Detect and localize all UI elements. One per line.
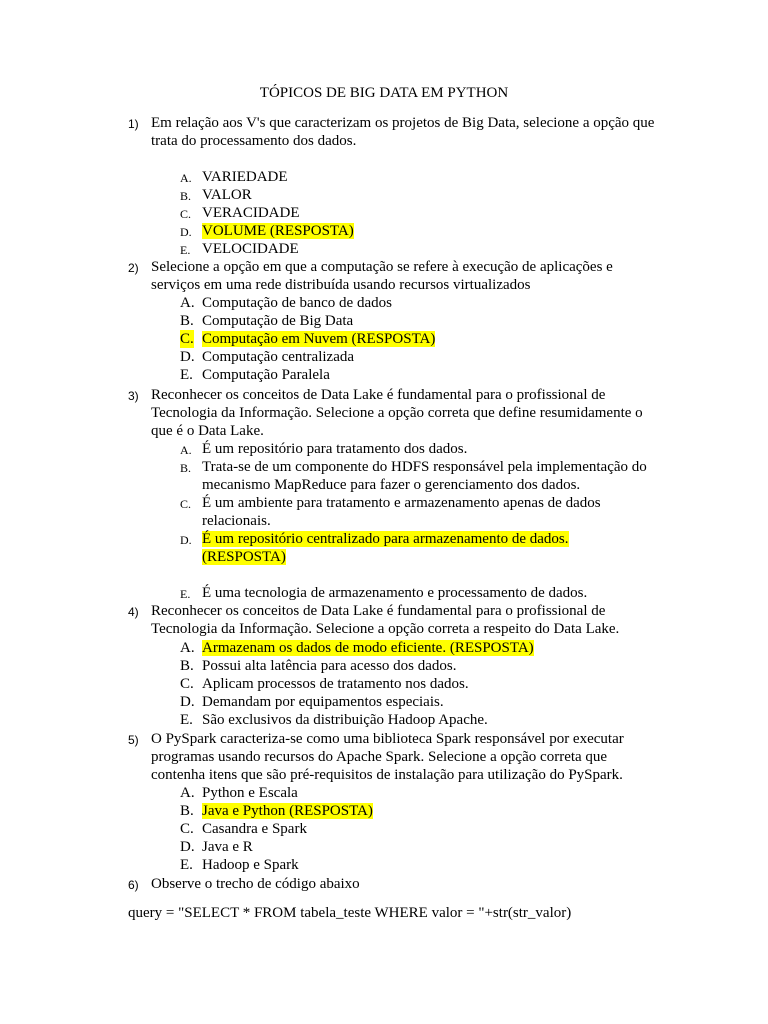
answer-highlight: Java e Python (RESPOSTA): [202, 803, 373, 819]
option-letter: D.: [180, 839, 195, 855]
option-1c: [180, 204, 650, 222]
question-6: [128, 875, 658, 893]
option-letter: C.: [180, 207, 192, 221]
option-letter: D.: [180, 225, 192, 239]
option-1a: [180, 168, 650, 186]
option-2c-answer: [180, 330, 650, 348]
option-4c: [180, 675, 650, 693]
option-text: Trata-se de um componente do HDFS responsável pela implementação do mecanismo MapReduce para fazer o gerenciamento dos dados.: [202, 459, 647, 493]
option-4b: [180, 657, 650, 675]
option-letter: A.: [180, 295, 195, 311]
option-letter: D.: [180, 349, 195, 365]
code-snippet: query = "SELECT * FROM tabela_teste WHERE valor = "+str(str_valor): [128, 905, 572, 921]
question-text: Reconhecer os conceitos de Data Lake é fundamental para o profissional de Tecnologia da Informação. Selecione a opção correta a respeito do Data Lake.: [151, 603, 620, 637]
option-3c: [180, 494, 650, 530]
option-text: VERACIDADE: [202, 205, 300, 221]
option-letter: A.: [180, 785, 195, 801]
option-letter: B.: [180, 189, 192, 203]
option-letter: B.: [180, 313, 194, 329]
option-5c: [180, 820, 650, 838]
question-number: 6): [128, 878, 139, 892]
option-letter: A.: [180, 171, 192, 185]
question-number: 5): [128, 733, 139, 747]
question-5: [128, 730, 658, 784]
option-3e: [180, 584, 650, 602]
option-5e: [180, 856, 650, 874]
question-1: [128, 114, 658, 150]
option-letter: E.: [180, 243, 191, 257]
option-2a: [180, 294, 650, 312]
question-number: 2): [128, 261, 139, 275]
option-letter: B.: [180, 461, 192, 475]
option-1d-answer: [180, 222, 650, 240]
question-text: Selecione a opção em que a computação se refere à execução de aplicações e serviços em uma rede distribuída usando recursos virtualizados: [151, 259, 613, 293]
option-4a-answer: [180, 639, 650, 657]
option-5a: [180, 784, 650, 802]
question-text: O PySpark caracteriza-se como uma biblioteca Spark responsável por executar programas usando recursos do Apache Spark. Selecione a opção correta que contenha itens que são pré-requisitos de instalação para utilização do PySpark.: [151, 731, 624, 783]
option-letter: C.: [180, 497, 192, 511]
option-text: Computação de banco de dados: [202, 295, 392, 311]
option-text: Computação Paralela: [202, 367, 330, 383]
option-letter: C.: [180, 676, 194, 692]
option-letter: A.: [180, 640, 195, 656]
option-text: É um repositório para tratamento dos dados.: [202, 441, 468, 457]
option-text: Computação de Big Data: [202, 313, 354, 329]
option-text: São exclusivos da distribuição Hadoop Apache.: [202, 712, 488, 728]
option-3a: [180, 440, 650, 458]
option-text: VARIEDADE: [202, 169, 288, 185]
option-text: Possui alta latência para acesso dos dados.: [202, 658, 457, 674]
question-number: 3): [128, 389, 139, 403]
option-2b: [180, 312, 650, 330]
option-text: É um ambiente para tratamento e armazenamento apenas de dados relacionais.: [202, 495, 601, 529]
option-letter: C.: [180, 331, 194, 347]
question-text: Observe o trecho de código abaixo: [151, 876, 360, 892]
option-letter: C.: [180, 821, 194, 837]
option-text: Casandra e Spark: [202, 821, 307, 837]
question-3: [128, 386, 658, 440]
option-letter: E.: [180, 367, 193, 383]
option-3b: [180, 458, 650, 494]
answer-highlight: É um repositório centralizado para armazenamento de dados. (RESPOSTA): [202, 531, 569, 565]
option-letter: E.: [180, 712, 193, 728]
option-2e: [180, 366, 650, 384]
option-text: Java e R: [202, 839, 253, 855]
option-letter: E.: [180, 857, 193, 873]
option-letter: A.: [180, 443, 192, 457]
option-4e: [180, 711, 650, 729]
option-text: Aplicam processos de tratamento nos dados.: [202, 676, 469, 692]
document-title: TÓPICOS DE BIG DATA EM PYTHON: [259, 85, 509, 101]
option-letter: B.: [180, 658, 194, 674]
question-4: [128, 602, 658, 638]
option-1e: [180, 240, 650, 258]
option-5b-answer: [180, 802, 650, 820]
option-text: VALOR: [202, 187, 252, 203]
option-text: Hadoop e Spark: [202, 857, 299, 873]
question-text: Reconhecer os conceitos de Data Lake é fundamental para o profissional de Tecnologia da Informação. Selecione a opção correta que define resumidamente o que é o Data Lake.: [151, 387, 643, 439]
option-text: É uma tecnologia de armazenamento e processamento de dados.: [202, 585, 588, 601]
question-number: 4): [128, 605, 139, 619]
answer-highlight: VOLUME (RESPOSTA): [202, 223, 354, 239]
option-letter: E.: [180, 587, 191, 601]
question-text: Em relação aos V's que caracterizam os projetos de Big Data, selecione a opção que trata do processamento dos dados.: [151, 115, 655, 149]
option-1b: [180, 186, 650, 204]
option-letter: D.: [180, 694, 195, 710]
option-letter: D.: [180, 533, 192, 547]
option-5d: [180, 838, 650, 856]
question-number: 1): [128, 117, 139, 131]
option-text: Demandam por equipamentos especiais.: [202, 694, 444, 710]
answer-highlight: Computação em Nuvem (RESPOSTA): [202, 331, 436, 347]
option-text: VELOCIDADE: [202, 241, 299, 257]
option-text: Computação centralizada: [202, 349, 355, 365]
option-2d: [180, 348, 650, 366]
option-letter: B.: [180, 803, 194, 819]
option-text: Python e Escala: [202, 785, 298, 801]
option-4d: [180, 693, 650, 711]
option-3d-answer: [180, 530, 650, 566]
answer-highlight: Armazenam os dados de modo eficiente. (RESPOSTA): [202, 640, 534, 656]
question-2: [128, 258, 658, 294]
